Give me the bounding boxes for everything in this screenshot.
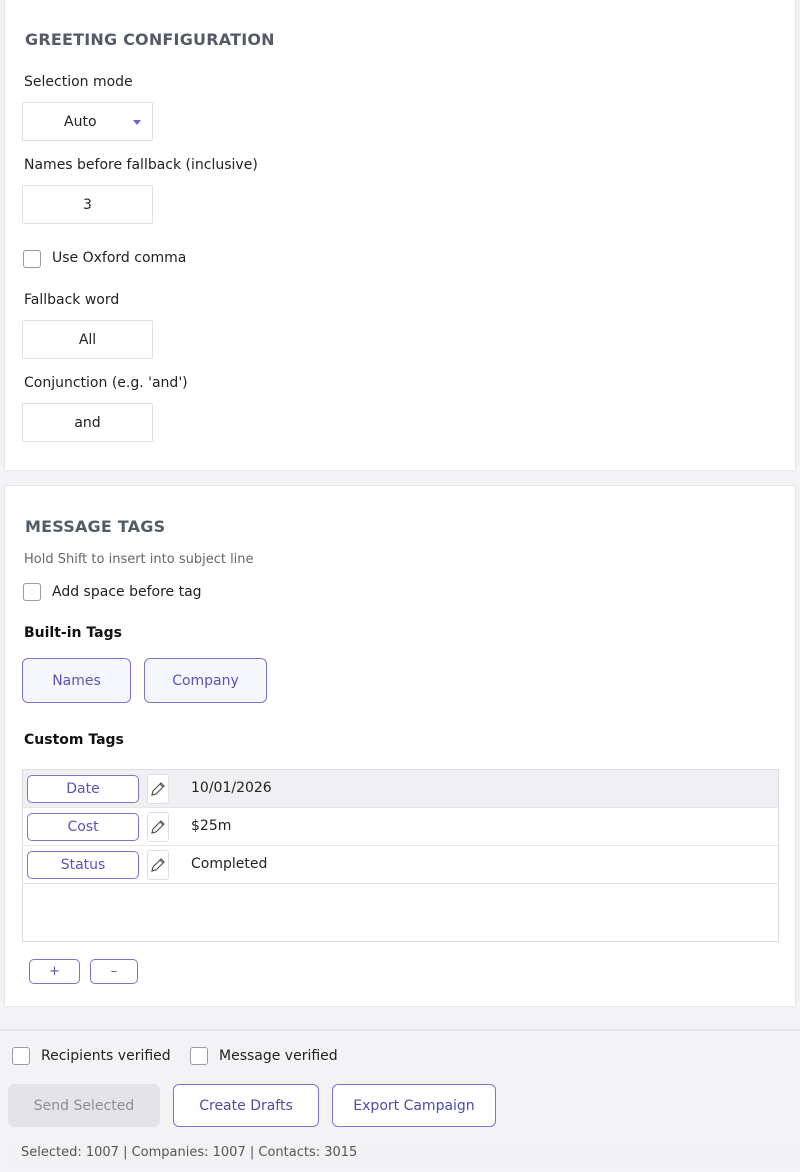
edit-tag-button[interactable] (147, 774, 169, 804)
message-verified-label: Message verified (219, 1048, 338, 1064)
custom-tag-value: $25m (191, 818, 232, 834)
greeting-configuration-panel (4, 0, 796, 471)
footer-divider (0, 1029, 800, 1031)
space-before-tag-checkbox[interactable] (23, 583, 41, 601)
tags-hint: Hold Shift to insert into subject line (24, 552, 254, 567)
send-selected-button[interactable]: Send Selected (8, 1084, 160, 1127)
oxford-comma-checkbox[interactable] (23, 250, 41, 268)
space-before-tag-label: Add space before tag (52, 584, 202, 600)
custom-tag-button[interactable]: Status (27, 851, 139, 879)
selection-mode-label: Selection mode (24, 74, 133, 90)
table-row[interactable] (23, 770, 778, 808)
fallback-word-input[interactable]: All (22, 320, 153, 359)
oxford-comma-label: Use Oxford comma (52, 250, 187, 266)
builtin-tags-label: Built-in Tags (24, 625, 122, 641)
builtin-tag-names-button[interactable]: Names (22, 658, 131, 703)
tags-title: MESSAGE TAGS (25, 517, 166, 536)
create-drafts-button[interactable]: Create Drafts (173, 1084, 319, 1127)
chevron-down-icon (133, 120, 141, 125)
message-tags-panel (4, 485, 796, 1007)
selection-mode-value: Auto (64, 113, 97, 130)
custom-tag-value: Completed (191, 856, 268, 872)
table-row[interactable] (23, 808, 778, 846)
fallback-word-label: Fallback word (24, 292, 120, 308)
edit-tag-button[interactable] (147, 850, 169, 880)
pencil-icon (149, 818, 167, 836)
export-campaign-button[interactable]: Export Campaign (332, 1084, 496, 1127)
status-text: Selected: 1007 | Companies: 1007 | Contacts: 3015 (21, 1145, 358, 1160)
selection-mode-select[interactable] (22, 102, 153, 141)
names-before-fallback-input[interactable]: 3 (22, 185, 153, 224)
custom-tag-value: 10/01/2026 (191, 780, 272, 796)
recipients-verified-checkbox[interactable] (12, 1047, 30, 1065)
custom-tag-button[interactable]: Date (27, 775, 139, 803)
table-row[interactable] (23, 846, 778, 884)
remove-tag-button[interactable]: – (90, 959, 138, 984)
status-bar (8, 1141, 800, 1165)
conjunction-label: Conjunction (e.g. 'and') (24, 375, 188, 391)
pencil-icon (149, 780, 167, 798)
message-verified-checkbox[interactable] (190, 1047, 208, 1065)
edit-tag-button[interactable] (147, 812, 169, 842)
pencil-icon (149, 856, 167, 874)
custom-tags-table (22, 769, 779, 942)
add-tag-button[interactable]: + (29, 959, 80, 984)
names-before-fallback-label: Names before fallback (inclusive) (24, 157, 258, 173)
custom-tag-button[interactable]: Cost (27, 813, 139, 841)
greeting-title: GREETING CONFIGURATION (25, 30, 275, 49)
conjunction-input[interactable]: and (22, 403, 153, 442)
recipients-verified-label: Recipients verified (41, 1048, 171, 1064)
builtin-tag-company-button[interactable]: Company (144, 658, 267, 703)
custom-tags-label: Custom Tags (24, 732, 124, 748)
